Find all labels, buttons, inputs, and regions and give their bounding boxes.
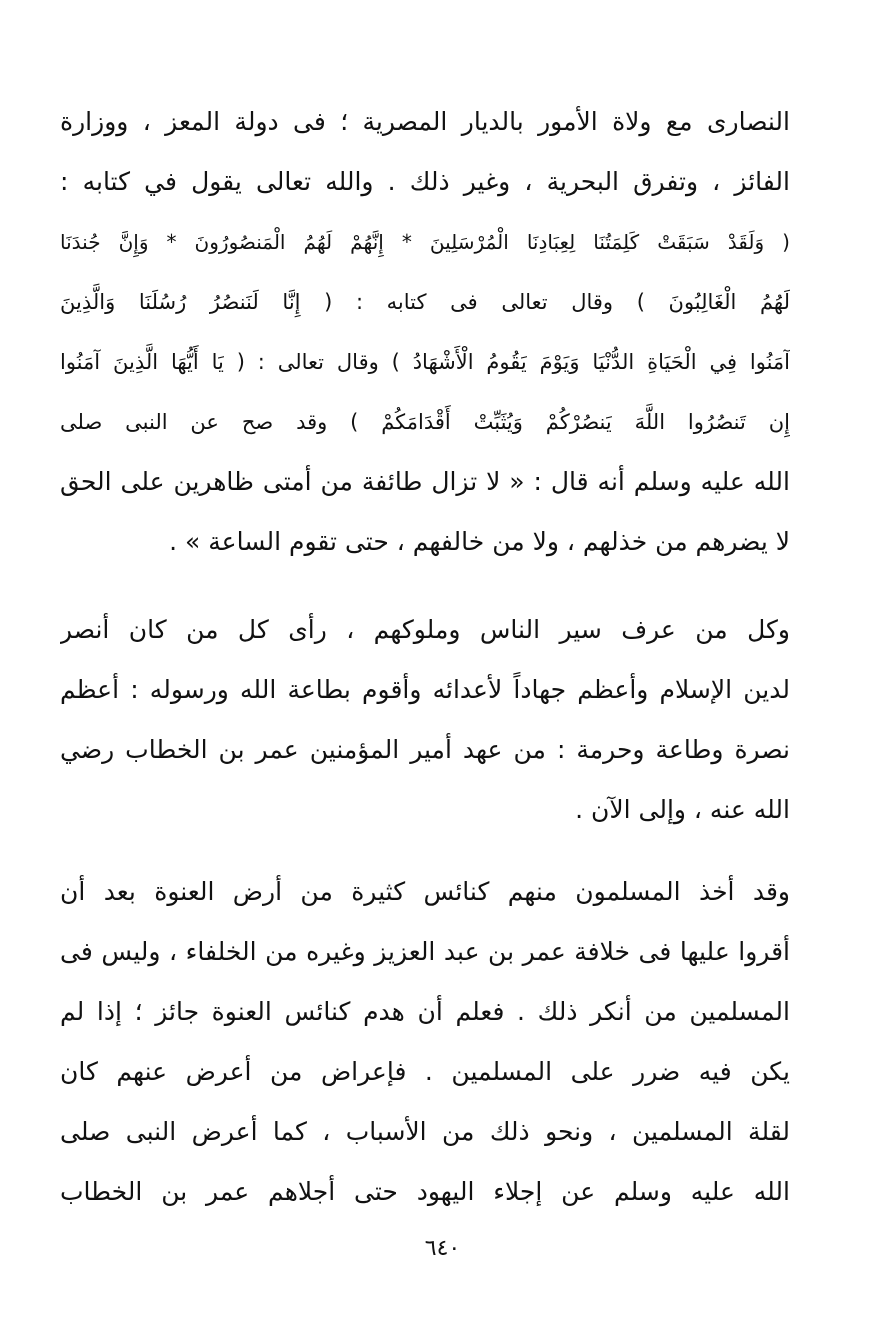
text-line: الله عليه وسلم أنه قال : « لا تزال طائفة من أمتى ظاهرين على الحق xyxy=(60,467,790,496)
text-line: لا يضرهم من خذلهم ، ولا من خالفهم ، حتى تقوم الساعة » . xyxy=(169,527,790,556)
text-line: لَهُمُ الْغَالِبُونَ ) وقال تعالى فى كتابه : ( إِنَّا لَنَنصُرُ رُسُلَنَا وَالَّذِينَ xyxy=(60,290,790,314)
text-line: وقد أخذ المسلمون منهم كنائس كثيرة من أرض العنوة بعد أن xyxy=(60,877,790,906)
text-line: لدين الإسلام وأعظم جهاداً لأعدائه وأقوم بطاعة الله ورسوله : أعظم xyxy=(60,675,790,704)
text-line: يكن فيه ضرر على المسلمين . فإعراض من أعرض عنهم كان xyxy=(60,1057,790,1086)
text-line: أقروا عليها فى خلافة عمر بن عبد العزيز وغيره من الخلفاء ، وليس فى xyxy=(60,937,790,966)
paragraph-1 xyxy=(60,92,790,572)
text-line: لقلة المسلمين ، ونحو ذلك من الأسباب ، كما أعرض النبى صلى xyxy=(60,1117,790,1146)
quran-verse-line: ( وَلَقَدْ سَبَقَتْ كَلِمَتُنَا لِعِبَادِنَا الْمُرْسَلِينَ * إِنَّهُمْ لَهُمُ الْمَنصُورُونَ * وَإِنَّ جُندَنَا xyxy=(60,230,790,254)
text-line: النصارى مع ولاة الأمور بالديار المصرية ؛ فى دولة المعز ، ووزارة xyxy=(60,107,790,136)
text-line: آمَنُوا فِي الْحَيَاةِ الدُّنْيَا وَيَوْمَ يَقُومُ الْأَشْهَادُ ) وقال تعالى : ( يَا أَيُّهَا الَّذِينَ آمَنُوا xyxy=(60,350,790,374)
text-line: الفائز ، وتفرق البحرية ، وغير ذلك . والله تعالى يقول في كتابه : xyxy=(60,167,790,196)
text-line: الله عليه وسلم عن إجلاء اليهود حتى أجلاهم عمر بن الخطاب xyxy=(60,1177,790,1206)
page-number: ٦٤٠ xyxy=(424,1236,461,1261)
text-line: وكل من عرف سير الناس وملوكهم ، رأى كل من كان أنصر xyxy=(60,615,790,644)
text-line: نصرة وطاعة وحرمة : من عهد أمير المؤمنين عمر بن الخطاب رضي xyxy=(60,735,790,764)
text-line: الله عنه ، وإلى الآن . xyxy=(575,795,790,824)
paragraph-3 xyxy=(60,862,790,1222)
paragraph-2 xyxy=(60,600,790,840)
text-line: المسلمين من أنكر ذلك . فعلم أن هدم كنائس العنوة جائز ؛ إذا لم xyxy=(60,997,790,1026)
text-line: إِن تَنصُرُوا اللَّهَ يَنصُرْكُمْ وَيُثَبِّتْ أَقْدَامَكُمْ ) وقد صح عن النبى صلى xyxy=(60,410,790,434)
